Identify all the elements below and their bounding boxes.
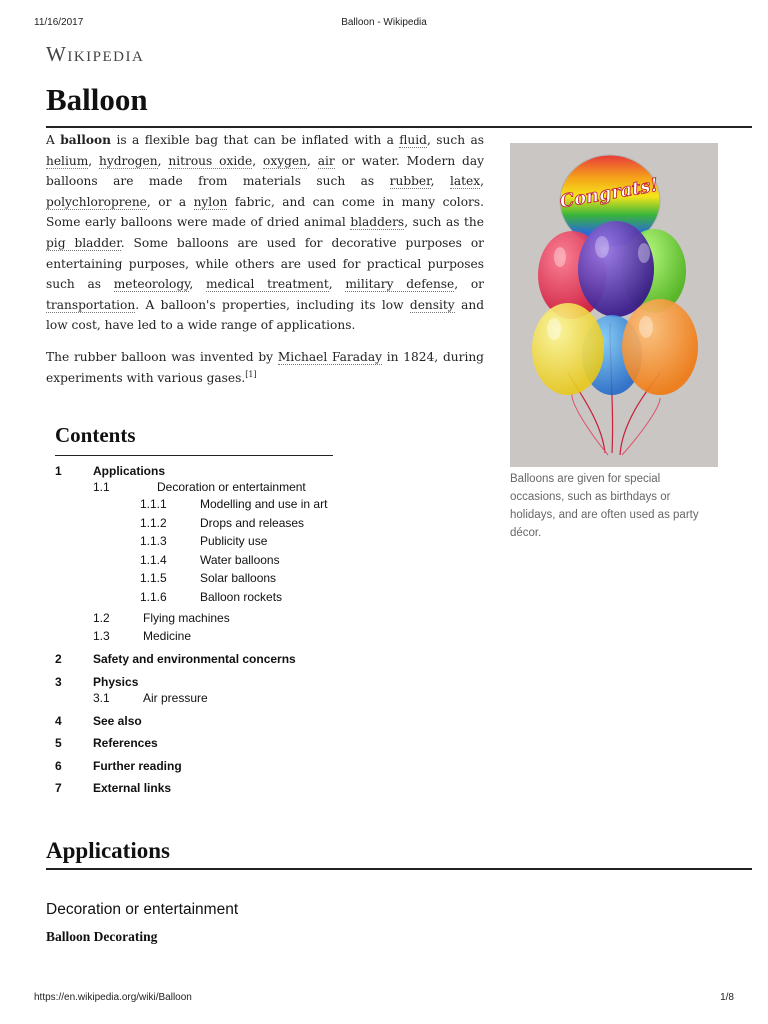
text-run: or water. Modern day balloons are made from materials such as [46, 153, 484, 189]
text-run: The rubber balloon was invented by [46, 349, 278, 364]
subsubsection-heading-balloon-decorating: Balloon Decorating [46, 929, 158, 944]
toc-item-number: 1.1.5 [140, 571, 167, 585]
toc-item-number: 5 [55, 736, 62, 750]
figure-caption: Balloons are given for special occasions, such as birthdays or holidays, and are often used as party décor. [510, 473, 699, 539]
section-divider [46, 868, 752, 870]
text-run: , such as the [404, 215, 484, 230]
wiki-link[interactable]: rubber [389, 174, 431, 189]
wiki-link[interactable]: pig bladder [46, 235, 121, 250]
toc-item-number: 1.1 [93, 480, 110, 494]
text-run: , [430, 174, 450, 189]
bold-term: balloon [60, 133, 112, 147]
text-run: , [88, 153, 100, 168]
toc-item-label[interactable]: Safety and environmental concerns [93, 652, 296, 666]
toc-item-number: 4 [55, 713, 62, 728]
text-run: , such as [426, 133, 484, 147]
toc-item-label[interactable]: Drops and releases [200, 515, 305, 530]
wiki-link[interactable]: helium [46, 153, 89, 168]
text-run: . Some balloons are used for decorative purposes or entertaining purposes, while others are used for practical purposes such as [46, 235, 484, 292]
subsection-heading-decoration: Decoration or entertainment [46, 901, 239, 918]
toc-item-number: 2 [55, 652, 62, 666]
wiki-link[interactable]: density [409, 297, 455, 312]
wiki-link[interactable]: Michael Faraday [277, 349, 382, 364]
text-run: , [306, 153, 318, 168]
text-run: , or [454, 277, 485, 292]
wiki-link[interactable]: transportation [46, 297, 136, 312]
page-number: 1/8 [720, 992, 734, 1003]
wiki-link[interactable]: oxygen [263, 153, 307, 168]
wiki-link[interactable]: latex [449, 174, 481, 189]
toc-heading: Contents [55, 423, 333, 456]
wiki-link[interactable]: fluid [399, 133, 427, 147]
toc-item-label[interactable]: See also [93, 713, 142, 728]
table-of-contents [55, 423, 335, 795]
toc-item-label[interactable]: References [93, 736, 158, 750]
toc-item-number: 1 [55, 464, 62, 478]
toc-item-label[interactable]: Balloon rockets [200, 589, 283, 604]
text-run: in 1824, during experiments with various gases. [46, 349, 484, 385]
toc-item-number: 3.1 [93, 690, 110, 705]
toc-item-number: 1.2 [93, 610, 110, 625]
wiki-link[interactable]: bladders [350, 215, 405, 230]
page-url: https://en.wikipedia.org/wiki/Balloon [34, 992, 192, 1003]
foil-balloon-text: Congrats! [558, 174, 660, 213]
wiki-link[interactable]: meteorology [113, 277, 190, 292]
text-run: , [328, 277, 346, 292]
print-footer [34, 992, 734, 1006]
wikipedia-logo[interactable]: Wikipedia [46, 42, 145, 66]
wiki-link[interactable]: nylon [193, 194, 228, 209]
title-divider [46, 126, 752, 128]
wiki-link[interactable]: medical treatment [206, 277, 329, 292]
text-run: fabric, and can come in many colors. Some early balloons were made of dried animal [46, 194, 484, 230]
page-title: Balloon [46, 82, 148, 117]
text-run: , [252, 153, 263, 168]
toc-item-label[interactable]: Decoration or entertainment [157, 480, 306, 494]
infobox-figure [510, 143, 718, 542]
toc-item-label[interactable]: Air pressure [143, 690, 208, 705]
text-run: , [189, 277, 206, 292]
print-title: Balloon - Wikipedia [341, 17, 427, 28]
wiki-link[interactable]: polychloroprene [46, 194, 147, 209]
text-run: . A balloon's properties, including its low [135, 297, 410, 312]
text-run: and low cost, have led to a wide range of applications. [46, 297, 485, 333]
lead-section [46, 130, 484, 399]
section-heading-applications: Applications [46, 838, 170, 863]
text-run: , or a [146, 194, 194, 209]
text-run: A [46, 133, 61, 147]
toc-item-number: 1.1.3 [140, 534, 167, 548]
toc-item-label[interactable]: Medicine [143, 629, 192, 643]
wiki-link[interactable]: military defense [345, 277, 455, 292]
balloons-image[interactable] [510, 143, 718, 467]
toc-item-number: 1.1.4 [140, 552, 167, 567]
print-header [34, 17, 734, 31]
balloons-illustration [510, 143, 718, 467]
wiki-link[interactable]: nitrous oxide [168, 153, 253, 168]
toc-item-number: 6 [55, 758, 62, 773]
toc-item-label[interactable]: Solar balloons [200, 571, 277, 585]
toc-item-number: 1.1.1 [140, 497, 167, 511]
toc-item-label[interactable]: Physics [93, 674, 139, 689]
toc-item-label[interactable]: External links [93, 781, 172, 795]
lead-paragraph-2 [46, 347, 484, 388]
text-run: , [480, 174, 484, 189]
text-run: , [157, 153, 169, 168]
toc-item-number: 7 [55, 781, 62, 795]
toc-item-number: 1.1.6 [140, 589, 167, 604]
toc-item-label[interactable]: Publicity use [200, 534, 268, 548]
toc-item-label[interactable]: Flying machines [143, 610, 230, 625]
toc-item-number: 1.1.2 [140, 515, 167, 530]
toc-item-label[interactable]: Further reading [93, 758, 182, 773]
toc-item-label[interactable]: Water balloons [200, 552, 280, 567]
text-run: is a flexible bag that can be inflated with a [111, 133, 400, 147]
toc-item-label[interactable]: Modelling and use in art [200, 497, 328, 511]
citation-link[interactable]: [1] [245, 369, 257, 379]
toc-item-number: 1.3 [93, 629, 110, 643]
wiki-link[interactable]: air [317, 153, 335, 168]
toc-item-label[interactable]: Applications [93, 464, 166, 478]
toc-item-number: 3 [55, 674, 62, 689]
lead-paragraph-1 [46, 130, 484, 336]
print-date: 11/16/2017 [34, 17, 84, 28]
wiki-link[interactable]: hydrogen [99, 153, 158, 168]
